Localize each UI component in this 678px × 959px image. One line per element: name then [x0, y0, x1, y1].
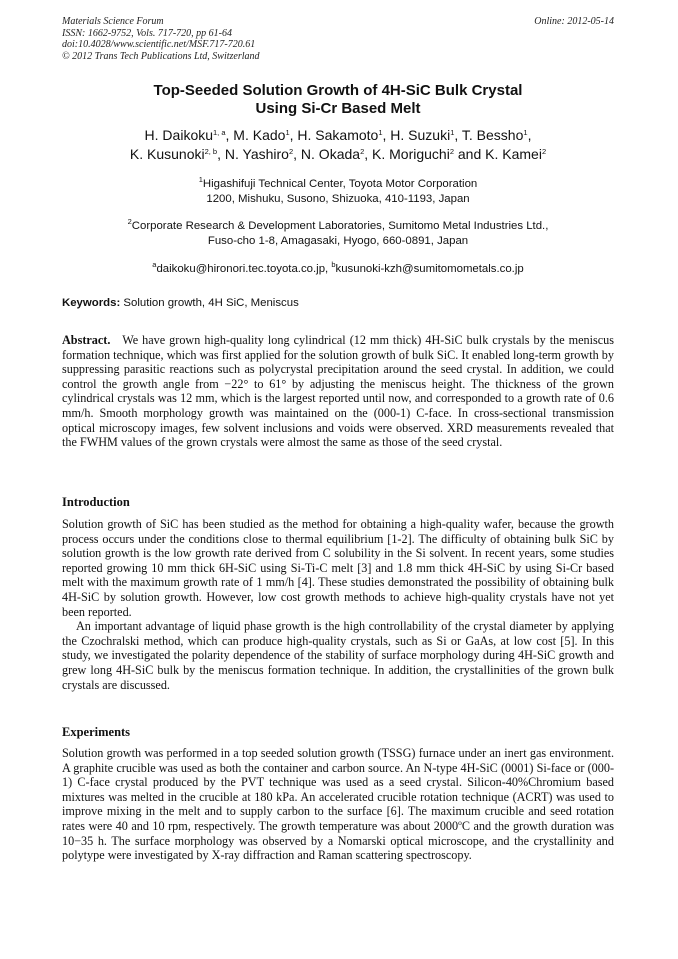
- email-a: daikoku@hironori.tec.toyota.co.jp,: [156, 263, 332, 275]
- email-mark-a: a: [152, 260, 157, 269]
- author-name: H. Daikoku: [144, 127, 214, 143]
- issn-line: ISSN: 1662-9752, Vols. 717-720, pp 61-64: [62, 27, 232, 39]
- affiliation-2-line-1: [62, 219, 614, 234]
- affiliation-1-line-1: [62, 177, 614, 192]
- email-b: kusunoki-kzh@sumitomometals.co.jp: [335, 263, 524, 275]
- affiliation-2-address: Fuso-cho 1-8, Amagasaki, Hyogo, 660-0891, Japan: [207, 235, 469, 247]
- author-name: , N. Okada: [293, 146, 361, 162]
- title-line-2: Using Si-Cr Based Melt: [255, 100, 421, 117]
- affiliation-1-org: Higashifuji Technical Center, Toyota Motor Corporation: [202, 178, 478, 190]
- author-name: , M. Kado: [225, 127, 286, 143]
- affiliation-2: [62, 219, 614, 249]
- author-name: , H. Suzuki: [382, 127, 451, 143]
- author-name: and K. Kamei: [454, 146, 542, 162]
- introduction-heading: Introduction: [62, 495, 130, 509]
- author-name: , K. Moriguchi: [364, 146, 450, 162]
- author-name: K. Kusunoki: [129, 146, 205, 162]
- author-affil-mark: 2: [288, 147, 294, 156]
- paper-title: [62, 82, 614, 118]
- experiments-text-b: C and the growth duration was 10−35 h. The surface morphology was observed by a Nomarski optical microscope, and the crystallinity and polytype were investigated by X-ray diffraction and Raman scattering spectroscopy.: [62, 818, 614, 863]
- author-line-1: [62, 126, 614, 145]
- journal-header: [62, 16, 260, 62]
- author-affil-mark: 2, b: [204, 147, 218, 156]
- copyright-line: © 2012 Trans Tech Publications Ltd, Switzerland: [62, 50, 260, 62]
- journal-name: Materials Science Forum: [62, 16, 164, 27]
- introduction-paragraph-1: Solution growth of SiC has been studied as the method for obtaining a high-quality wafer, because the growth process occurs under the conditions close to thermal equilibrium [1-2]. The difficulty of obtaining bulk SiC by solution growth is the low growth rate derived from C solubility in the Si solvent. In recent years, some studies reported growing 10 mm thick 6H-SiC using Si-Ti-C melt [3] and 1.8 mm thick 4H-SiC by using Si-Cr based melt with the maximum growth rate of 1 mm/h [4]. These studies demonstrated the possibility of obtaining bulk 4H-SiC by solution growth. However, low cost growth methods to achieve high-quality crystals have not yet been reported.: [62, 517, 614, 619]
- email-mark-b: b: [331, 260, 336, 269]
- author-separator: ,: [527, 127, 532, 143]
- experiments-paragraph: [62, 746, 614, 863]
- author-affil-mark: 1: [450, 128, 455, 137]
- author-affil-mark: 1: [523, 128, 528, 137]
- title-line-1: Top-Seeded Solution Growth of 4H-SiC Bulk Crystal: [153, 82, 523, 99]
- author-name: , T. Bessho: [454, 127, 524, 143]
- affil-mark: 2: [127, 217, 132, 226]
- author-affil-mark: 2: [360, 147, 365, 156]
- author-affil-mark: 2: [449, 147, 454, 156]
- author-affil-mark: 1: [285, 128, 290, 137]
- abstract: [62, 333, 618, 450]
- author-list: [62, 126, 614, 164]
- introduction-paragraph-2: An important advantage of liquid phase growth is the high controllability of the crystal diameter by applying the Czochralski method, which can produce high-quality crystals, such as Si or GaAs, at low cost [5]. In this study, we investigated the polarity dependence of the stability of surface morphology during 4H-SiC growth and grew long 4H-SiC bulk by the meniscus formation technique. In addition, the crystallinities of the grown bulk crystals are discussed.: [62, 619, 614, 692]
- author-affil-mark: 1: [378, 128, 383, 137]
- affiliation-2-org: Corporate Research & Development Laboratories, Sumitomo Metal Industries Ltd.,: [131, 220, 549, 232]
- affiliation-1-address: 1200, Mishuku, Susono, Shizuoka, 410-1193, Japan: [206, 193, 470, 205]
- abstract-label: Abstract.: [62, 333, 111, 347]
- author-line-2: [62, 145, 614, 164]
- email-line: [62, 262, 614, 277]
- affiliation-1: [62, 177, 614, 207]
- keywords-label: Keywords:: [62, 297, 121, 309]
- introduction-body: [62, 517, 614, 692]
- keywords: [62, 296, 614, 310]
- affil-mark: 1: [198, 175, 203, 184]
- online-date: Online: 2012-05-14: [534, 16, 614, 27]
- degree-mark: o: [458, 817, 462, 827]
- doi-line: doi:10.4028/www.scientific.net/MSF.717-720.61: [62, 39, 256, 50]
- author-affil-mark: 2: [541, 147, 547, 156]
- author-name: , H. Sakamoto: [289, 127, 379, 143]
- abstract-text: We have grown high-quality long cylindrical (12 mm thick) 4H-SiC bulk crystals by the meniscus formation technique, which was first applied for the solution growth of bulk SiC. It enabled long-term growth by suppressing parasitic reactions such as polycrystal precipitation around the seed crystal. In addition, we could control the growth angle from −22° to 61° by adjusting the meniscus height. The thickness of the grown cylindrical crystals was 12 mm, which is the largest reported until now, and corresponded to a growth rate of 0.6 mm/h. Smooth morphology growth was maintained on the (000-1) C-face. In cross-sectional transmission optical microscopy images, few solvent inclusions and voids were observed. XRD measurements revealed that the FWHM values of the grown crystals were almost the same as those of the seed crystal.: [62, 333, 618, 450]
- author-affil-mark: 1, a: [213, 128, 226, 137]
- author-name: , N. Yashiro: [217, 146, 289, 162]
- keywords-text: Solution growth, 4H SiC, Meniscus: [120, 297, 299, 309]
- experiments-text-a: Solution growth was performed in a top seeded solution growth (TSSG) furnace under an inert gas environment. A graphite crucible was used as both the container and carbon source. An N-type 4H-SiC (0001) Si-face or (000-1) C-face crystal produced by the PVT technique was used as a seed crystal. Silicon-40%Chromium based mixtures was melted in the crucible at 180 kPa. An accelerated crucible rotation technique (ACRT) was used to improve mixing in the melt and to supply carbon to the surface [6]. The maximum crucible and seed rotation rates were 40 and 10 rpm, respectively. The growth temperature was about 2000: [62, 746, 614, 833]
- experiments-heading: Experiments: [62, 725, 131, 739]
